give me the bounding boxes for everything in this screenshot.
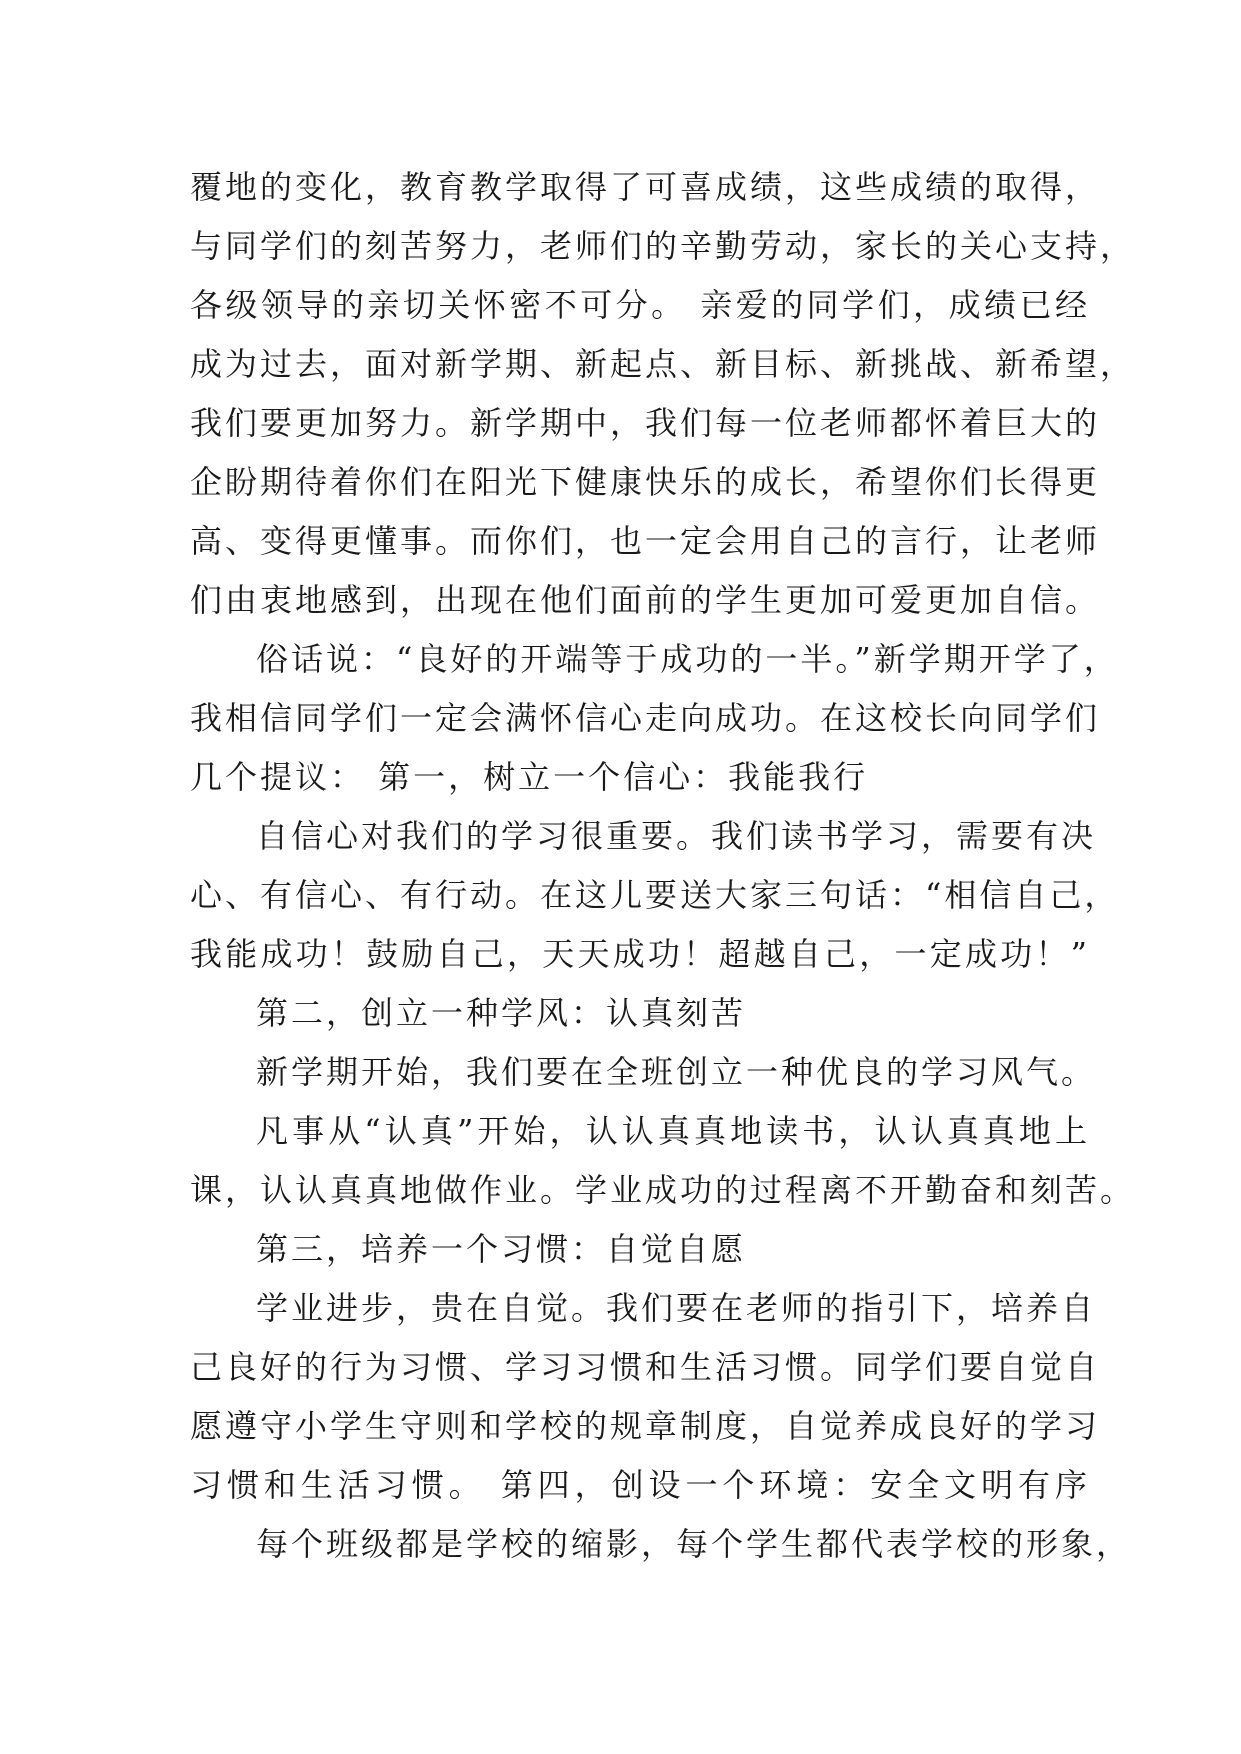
text-line: 成为过去，面对新学期、新起点、新目标、新挑战、新希望， [190, 345, 1136, 383]
text-line: 心、有信心、有行动。在这儿要送大家三句话：“相信自己， [190, 876, 1120, 914]
text-line: 企盼期待着你们在阳光下健康快乐的成长，希望你们长得更 [190, 463, 1101, 501]
text-line: 己良好的行为习惯、学习习惯和生活习惯。同学们要自觉自 [190, 1348, 1101, 1386]
text-line: 们由衷地感到，出现在他们面前的学生更加可爱更加自信。 [190, 581, 1101, 619]
text-line: 几个提议： 第一，树立一个信心：我能我行 [190, 758, 869, 796]
text-line: 俗话说：“良好的开端等于成功的一半。”新学期开学了， [256, 640, 1119, 678]
text-line: 自信心对我们的学习很重要。我们读书学习，需要有决 [256, 817, 1097, 855]
text-line: 新学期开始，我们要在全班创立一种优良的学习风气。 [256, 1053, 1097, 1091]
text-line: 我相信同学们一定会满怀信心走向成功。在这校长向同学们 [190, 699, 1101, 737]
text-line: 习惯和生活习惯。 第四，创设一个环境：安全文明有序 [190, 1466, 1090, 1504]
text-line: 第三，培养一个习惯：自觉自愿 [256, 1230, 747, 1268]
text-line: 课，认认真真地做作业。学业成功的过程离不开勤奋和刻苦。 [190, 1171, 1136, 1209]
text-line: 高、变得更懂事。而你们，也一定会用自己的言行，让老师 [190, 522, 1101, 560]
text-line: 第二，创立一种学风：认真刻苦 [256, 994, 747, 1032]
text-line: 与同学们的刻苦努力，老师们的辛勤劳动，家长的关心支持， [190, 227, 1136, 265]
text-line: 每个班级都是学校的缩影，每个学生都代表学校的形象， [256, 1525, 1132, 1563]
text-line: 愿遵守小学生守则和学校的规章制度，自觉养成良好的学习 [190, 1407, 1101, 1445]
text-line: 我能成功！鼓励自己，天天成功！超越自己，一定成功！” [190, 935, 1090, 973]
text-line: 凡事从“认真”开始，认认真真地读书，认认真真地上 [256, 1112, 1090, 1150]
text-line: 学业进步，贵在自觉。我们要在老师的指引下，培养自 [256, 1289, 1097, 1327]
text-line: 各级领导的亲切关怀密不可分。 亲爱的同学们，成绩已经 [190, 286, 1090, 324]
text-line: 覆地的变化，教育教学取得了可喜成绩，这些成绩的取得， [190, 168, 1101, 206]
text-line: 我们要更加努力。新学期中，我们每一位老师都怀着巨大的 [190, 404, 1101, 442]
body-text [190, 158, 1136, 1574]
